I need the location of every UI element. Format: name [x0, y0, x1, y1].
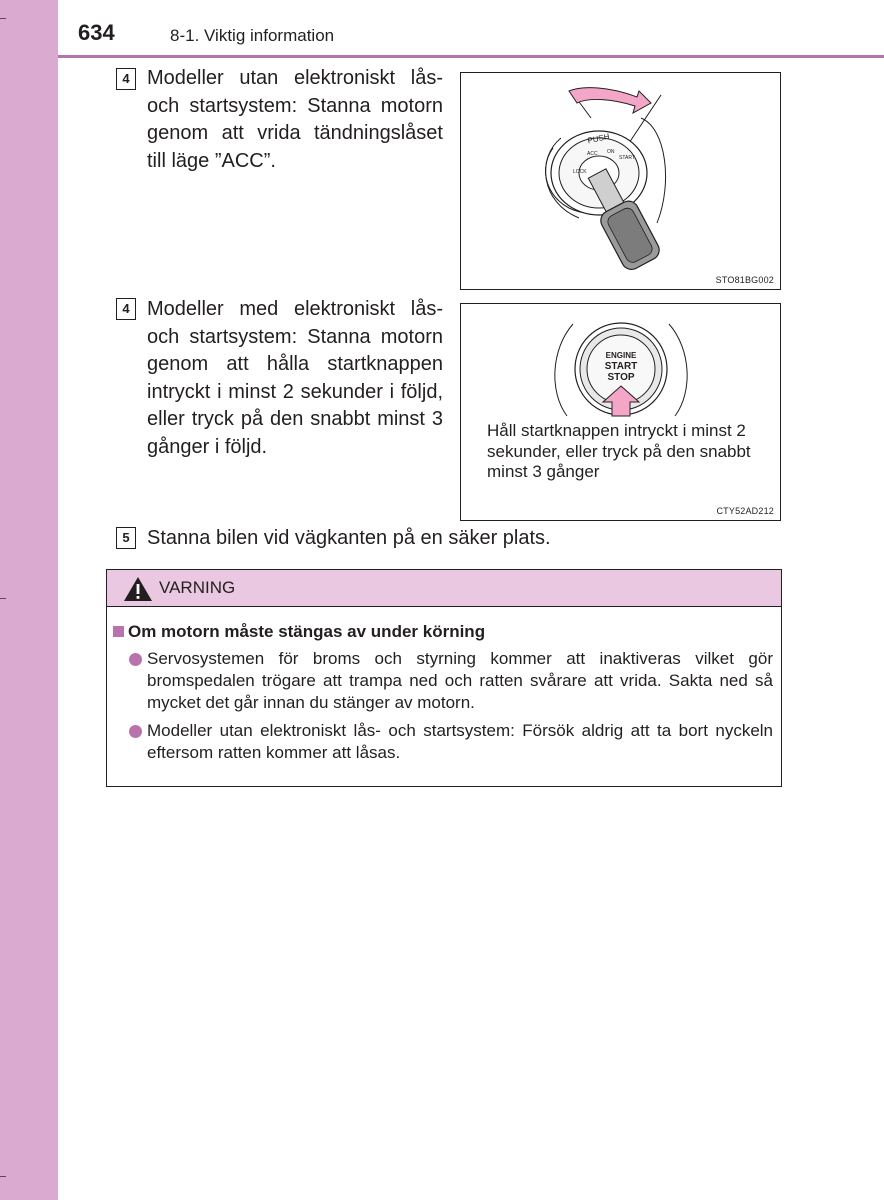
- warning-bullet: [129, 648, 773, 714]
- key-label-lock: LOCK: [573, 169, 587, 175]
- square-bullet-icon: [113, 626, 124, 637]
- step-text: Modeller utan elektroniskt lås- och startsystem: Stanna motorn genom att vrida tändningslåset till läge ”ACC”.: [147, 67, 443, 172]
- circle-bullet-icon: [129, 653, 142, 666]
- key-label-acc: ACC: [587, 151, 598, 157]
- start-button-label-start: START: [604, 361, 638, 372]
- step-text: Stanna bilen vid vägkanten på en säker plats.: [147, 527, 551, 549]
- circle-bullet-icon: [129, 725, 142, 738]
- step-number: 5: [116, 527, 136, 549]
- warning-subheading: [113, 622, 485, 642]
- key-label-on: ON: [607, 149, 615, 155]
- figure-code: CTY52AD212: [716, 506, 774, 516]
- warning-bullet-text: Servosystemen för broms och styrning kommer att inaktiveras vilket gör bromspedalen trögare att trampa ned och ratten svårare att vrida. Sakta ned så mycket det går innan du stänger av motorn.: [147, 649, 773, 712]
- margin-tick: [0, 1176, 6, 1177]
- warning-bullet-text: Modeller utan elektroniskt lås- och startsystem: Försök aldrig att ta bort nyckeln eftersom ratten kommer att låsas.: [147, 721, 773, 762]
- key-label-start: START: [619, 155, 635, 161]
- ignition-key-illustration: [461, 73, 780, 289]
- figure-caption: Håll startknappen intryckt i minst 2 sekunder, eller tryck på den snabbt minst 3 gånger: [487, 421, 751, 481]
- warning-triangle-icon: [123, 576, 153, 602]
- start-button-label-engine: ENGINE: [605, 351, 637, 360]
- warning-header: [107, 570, 781, 607]
- start-button-figure: [460, 303, 781, 521]
- header-rule: [58, 55, 884, 58]
- section-title: 8-1. Viktig information: [170, 26, 335, 45]
- warning-box: [106, 569, 782, 787]
- start-button-illustration: [461, 304, 780, 424]
- step-number: 4: [116, 68, 136, 90]
- margin-tick: [0, 598, 6, 599]
- ignition-key-figure: [460, 72, 781, 290]
- margin-tick: [0, 18, 6, 19]
- key-label-push: PUSH: [586, 131, 611, 146]
- step-number: 4: [116, 298, 136, 320]
- warning-bullet: [129, 720, 773, 764]
- warning-title: VARNING: [159, 578, 236, 597]
- step-text: Modeller med elektroniskt lås- och startsystem: Stanna motorn genom att hålla startknappen intryckt i minst 2 sekunder i följd, eller tryck på den snabbt minst 3 gånger i följd.: [147, 298, 443, 458]
- figure-code: STO81BG002: [715, 275, 774, 285]
- start-button-label-stop: STOP: [607, 372, 635, 383]
- page-number: 634: [78, 20, 115, 45]
- warning-subheading-text: Om motorn måste stängas av under körning: [128, 622, 486, 641]
- page-sidebar: [0, 0, 58, 1200]
